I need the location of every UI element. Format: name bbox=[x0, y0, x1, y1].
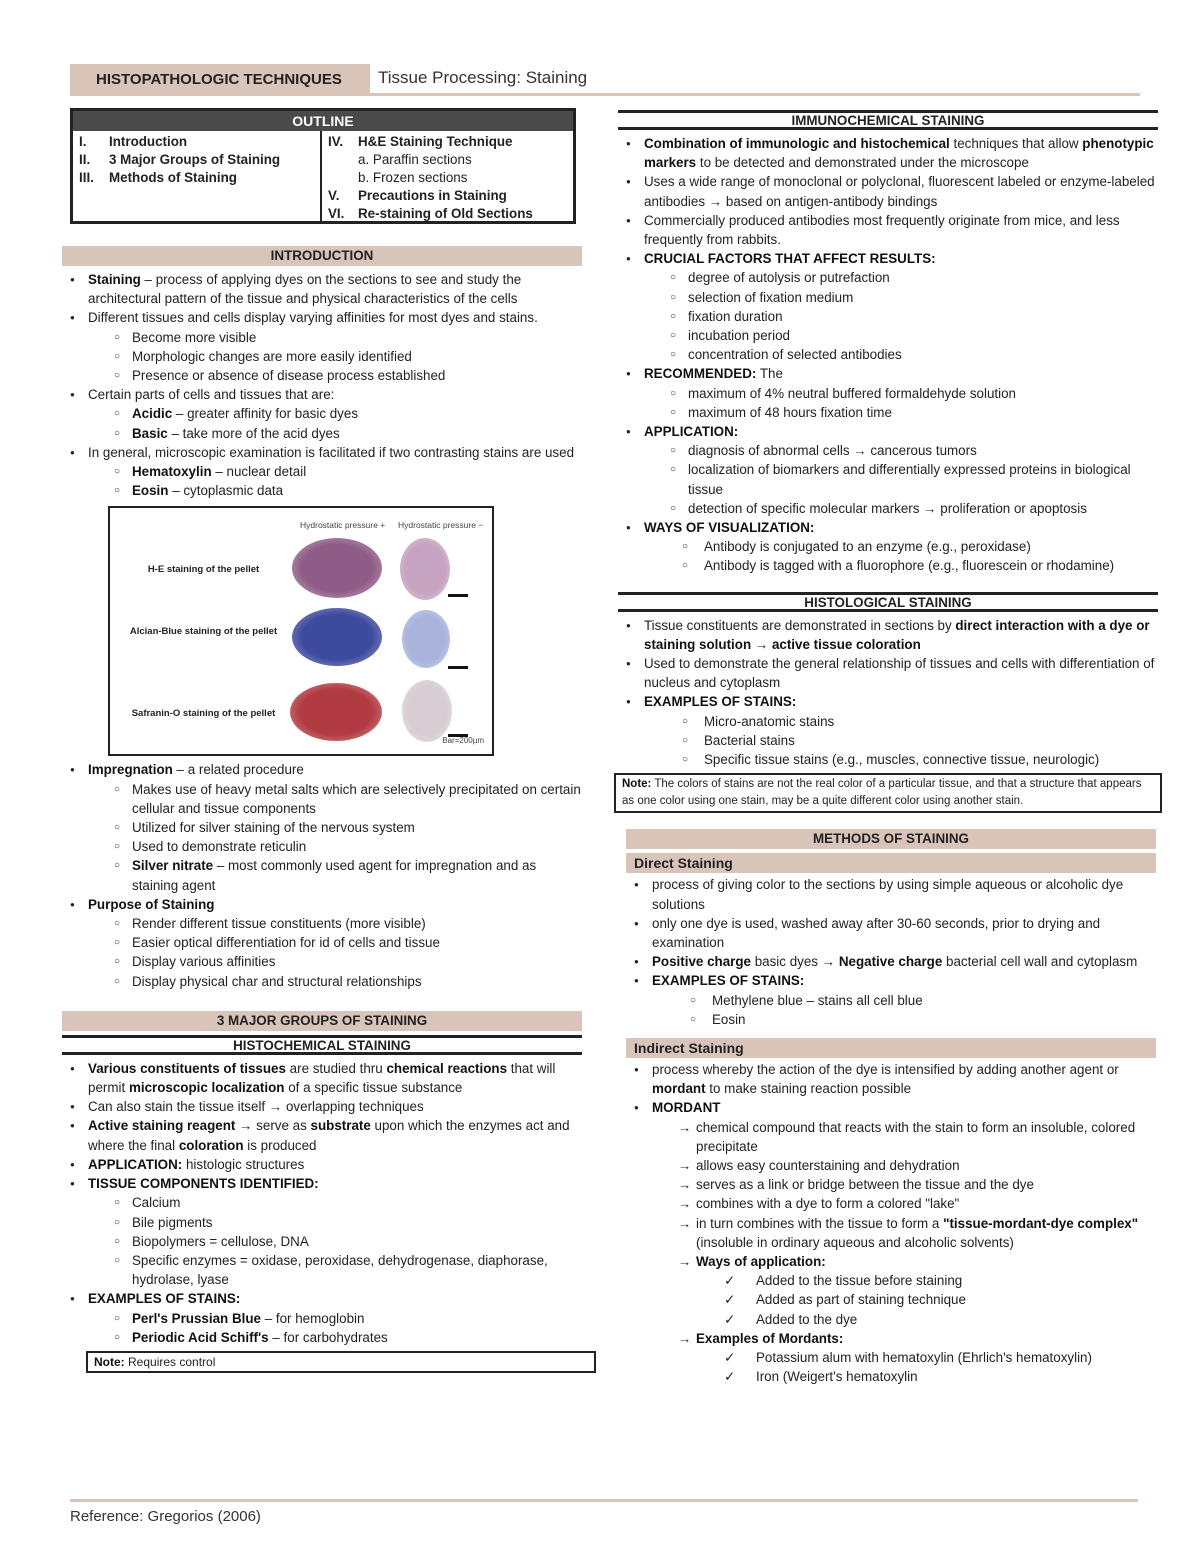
list-item: ● process of giving color to the sections by using simple aqueous or alcoholic dye solutions bbox=[626, 875, 1156, 913]
sub-item: ○ Render different tissue constituents (more visible) bbox=[88, 914, 582, 933]
list-item: ● Tissue constituents are demonstrated in sections by direct interaction with a dye or staining solution → active tissue coloration bbox=[618, 616, 1158, 654]
sub-item: ○ Presence or absence of disease process established bbox=[88, 366, 582, 385]
page-subtitle: Tissue Processing: Staining bbox=[378, 68, 588, 87]
list-item: ● Positive charge basic dyes → Negative charge bacterial cell wall and cytoplasm bbox=[626, 952, 1156, 971]
sub-item: → serves as a link or bridge between the tissue and the dye bbox=[652, 1175, 1156, 1194]
sub-item: ○ Morphologic changes are more easily identified bbox=[88, 347, 582, 366]
alcian-pellet-minus bbox=[402, 610, 450, 668]
sub-item: ○ Display various affinities bbox=[88, 952, 582, 971]
list-item: ● MORDANT → chemical compound that reacts with the stain to form an insoluble, colored precipitate → allows easy counterstaining and dehydration → serves as a link or bridge between the tissue and the dye → combines with a dye to form a colored "lake" → in turn combines with the tissue to form a "tissue-mordant-dye complex" (insoluble in ordinary aqueous and alcoholic solvents) → Ways of application: ✓ Added to the tissue before staining ✓ Added as part of staining technique ✓ Added to the dye → Examples of Mordants: ✓ Potassium alum with hematoxylin (Ehrlich's hematoxylin) ✓ Iron (Weigert's hematoxylin bbox=[626, 1098, 1156, 1386]
list-item: ● Purpose of Staining ○ Render different tissue constituents (more visible) ○ Easier optical differentiation for id of cells and tissue ○ Display various affinities ○ Display physical char and structural relationships bbox=[62, 895, 582, 991]
sub-item: ○ Utilized for silver staining of the nervous system bbox=[88, 818, 582, 837]
check-item: ✓ Iron (Weigert's hematoxylin bbox=[652, 1367, 1156, 1386]
figure-column-label: Hydrostatic pressure − bbox=[398, 520, 484, 531]
subsection-heading-histochemical: HISTOCHEMICAL STAINING bbox=[62, 1035, 582, 1055]
section-heading-methods: METHODS OF STAINING bbox=[626, 829, 1156, 849]
he-pellet-plus bbox=[292, 538, 382, 598]
alcian-pellet-plus bbox=[292, 608, 382, 666]
sub-item: → Ways of application: ✓ Added to the tissue before staining ✓ Added as part of staining technique ✓ Added to the dye bbox=[652, 1252, 1156, 1329]
outline-subitem: a. Paraffin sections bbox=[358, 152, 472, 167]
right-column bbox=[618, 108, 1158, 1386]
histochemical-list bbox=[62, 1059, 582, 1347]
list-item: ● In general, microscopic examination is facilitated if two contrasting stains are used ○ Hematoxylin – nuclear detail ○ Eosin – cytoplasmic data bbox=[62, 443, 582, 501]
figure-row-label: Safranin-O staining of the pellet bbox=[131, 708, 276, 720]
outline-item: III. Methods of Staining bbox=[79, 170, 237, 185]
sub-item: ○ Antibody is tagged with a fluorophore (e.g., fluorescein or rhodamine) bbox=[644, 556, 1158, 575]
reference-footer: Reference: Gregorios (2006) bbox=[70, 1508, 261, 1525]
list-item: ● Different tissues and cells display varying affinities for most dyes and stains. ○ Become more visible ○ Morphologic changes are more easily identified ○ Presence or absence of disease process established bbox=[62, 308, 582, 385]
sub-item: → combines with a dye to form a colored "lake" bbox=[652, 1194, 1156, 1213]
outline-subitem: b. Frozen sections bbox=[358, 170, 468, 185]
page-title: HISTOPATHOLOGIC TECHNIQUES bbox=[96, 71, 342, 88]
list-item: ● APPLICATION: histologic structures bbox=[62, 1155, 582, 1174]
outline-item: V. Precautions in Staining bbox=[328, 188, 507, 203]
sub-item: ○ Bacterial stains bbox=[644, 731, 1158, 750]
outline-box bbox=[70, 108, 576, 224]
sub-item: ○ Easier optical differentiation for id of cells and tissue bbox=[88, 933, 582, 952]
outline-divider bbox=[320, 131, 322, 222]
outline-item: IV. H&E Staining Technique bbox=[328, 134, 513, 149]
section-heading-groups: 3 MAJOR GROUPS OF STAINING bbox=[62, 1011, 582, 1031]
outline-right bbox=[328, 133, 533, 223]
outline-heading: OUTLINE bbox=[73, 111, 573, 131]
indirect-staining-list bbox=[626, 1060, 1156, 1386]
left-column bbox=[62, 244, 582, 1373]
staining-figure bbox=[108, 506, 494, 756]
sub-item: ○ Antibody is conjugated to an enzyme (e.g., peroxidase) bbox=[644, 537, 1158, 556]
outline-item: I. Introduction bbox=[79, 134, 188, 149]
sub-item: ○ degree of autolysis or putrefaction bbox=[644, 268, 1158, 287]
subsection-heading-histological: HISTOLOGICAL STAINING bbox=[618, 592, 1158, 612]
list-item: ● Combination of immunologic and histochemical techniques that allow phenotypic markers to be detected and demonstrated under the microscope bbox=[618, 134, 1158, 172]
list-item: ● APPLICATION: ○ diagnosis of abnormal cells → cancerous tumors ○ localization of biomarkers and differentially expressed proteins in biological tissue ○ detection of specific molecular markers → proliferation or apoptosis bbox=[618, 422, 1158, 518]
list-item: ● CRUCIAL FACTORS THAT AFFECT RESULTS: ○ degree of autolysis or putrefaction ○ selection of fixation medium ○ fixation duration ○ incubation period ○ concentration of selected antibodies bbox=[618, 249, 1158, 364]
sub-item: ○ detection of specific molecular markers → proliferation or apoptosis bbox=[644, 499, 1158, 518]
histological-list bbox=[618, 616, 1158, 770]
list-item: ● EXAMPLES OF STAINS: ○ Micro-anatomic stains ○ Bacterial stains ○ Specific tissue stains (e.g., muscles, connective tissue, neurologic) bbox=[618, 692, 1158, 769]
list-item: ● process whereby the action of the dye is intensified by adding another agent or mordant to make staining reaction possible bbox=[626, 1060, 1156, 1098]
sub-item: ○ concentration of selected antibodies bbox=[644, 345, 1158, 364]
sub-item: → in turn combines with the tissue to form a "tissue-mordant-dye complex" (insoluble in ordinary aqueous and alcoholic solvents) bbox=[652, 1214, 1156, 1252]
sub-item: ○ Used to demonstrate reticulin bbox=[88, 837, 582, 856]
list-item: ● EXAMPLES OF STAINS: ○ Methylene blue – stains all cell blue ○ Eosin bbox=[626, 971, 1156, 1029]
sub-item: ○ incubation period bbox=[644, 326, 1158, 345]
sub-item: ○ Eosin bbox=[652, 1010, 1156, 1029]
sub-item: ○ Bile pigments bbox=[88, 1213, 582, 1232]
sub-item: ○ Makes use of heavy metal salts which are selectively precipitated on certain cellular and tissue components bbox=[88, 780, 582, 818]
note-box: Note: The colors of stains are not the real color of a particular tissue, and that a structure that appears as one color using one stain, may be a quite different color using another stain. bbox=[614, 773, 1162, 813]
sub-item: ○ localization of biomarkers and differentially expressed proteins in biological tissue bbox=[644, 460, 1158, 498]
sub-item: ○ Become more visible bbox=[88, 328, 582, 347]
list-item: ● WAYS OF VISUALIZATION: ○ Antibody is conjugated to an enzyme (e.g., peroxidase) ○ Antibody is tagged with a fluorophore (e.g., fluorescein or rhodamine) bbox=[618, 518, 1158, 576]
note-box: Note: Requires control bbox=[86, 1351, 596, 1373]
footer-rule bbox=[70, 1499, 1138, 1502]
header-rule bbox=[370, 93, 1140, 96]
sub-item: ○ maximum of 48 hours fixation time bbox=[644, 403, 1158, 422]
intro-list bbox=[62, 270, 582, 500]
sub-item: ○ fixation duration bbox=[644, 307, 1158, 326]
sub-item: ○ Basic – take more of the acid dyes bbox=[88, 424, 582, 443]
figure-scale-note: Bar=200µm bbox=[442, 736, 484, 746]
sub-item: ○ Specific enzymes = oxidase, peroxidase, dehydrogenase, diaphorase, hydrolase, lyase bbox=[88, 1251, 582, 1289]
sub-item: ○ Specific tissue stains (e.g., muscles, connective tissue, neurologic) bbox=[644, 750, 1158, 769]
check-item: ✓ Potassium alum with hematoxylin (Ehrlich's hematoxylin) bbox=[652, 1348, 1156, 1367]
list-item: ● RECOMMENDED: The ○ maximum of 4% neutral buffered formaldehyde solution ○ maximum of 48 hours fixation time bbox=[618, 364, 1158, 422]
sub-item: ○ Calcium bbox=[88, 1193, 582, 1212]
check-item: ✓ Added to the dye bbox=[652, 1310, 1156, 1329]
subsection-heading-immunochemical: IMMUNOCHEMICAL STAINING bbox=[618, 110, 1158, 130]
check-item: ✓ Added as part of staining technique bbox=[652, 1290, 1156, 1309]
sub-item: ○ Micro-anatomic stains bbox=[644, 712, 1158, 731]
sub-item: ○ Methylene blue – stains all cell blue bbox=[652, 991, 1156, 1010]
figure-row-label: H-E staining of the pellet bbox=[147, 564, 260, 576]
immunochemical-list bbox=[618, 134, 1158, 576]
direct-staining-list bbox=[626, 875, 1156, 1029]
list-item: ● EXAMPLES OF STAINS: ○ Perl's Prussian Blue – for hemoglobin ○ Periodic Acid Schiff's – for carbohydrates bbox=[62, 1289, 582, 1347]
list-item: ● Commercially produced antibodies most frequently originate from mice, and less frequently from rabbits. bbox=[618, 211, 1158, 249]
list-item: ● only one dye is used, washed away after 30-60 seconds, prior to drying and examination bbox=[626, 914, 1156, 952]
he-pellet-minus bbox=[400, 538, 450, 600]
sub-item: ○ Display physical char and structural relationships bbox=[88, 972, 582, 991]
section-heading-introduction: INTRODUCTION bbox=[62, 246, 582, 266]
list-item: ● TISSUE COMPONENTS IDENTIFIED: ○ Calcium ○ Bile pigments ○ Biopolymers = cellulose, DNA ○ Specific enzymes = oxidase, peroxidase, dehydrogenase, diaphorase, hydrolase, lyase bbox=[62, 1174, 582, 1289]
outline-item: II. 3 Major Groups of Staining bbox=[79, 152, 281, 167]
sub-item: → allows easy counterstaining and dehydration bbox=[652, 1156, 1156, 1175]
sub-item: ○ Biopolymers = cellulose, DNA bbox=[88, 1232, 582, 1251]
sub-item: → Examples of Mordants: ✓ Potassium alum with hematoxylin (Ehrlich's hematoxylin) ✓ Iron (Weigert's hematoxylin bbox=[652, 1329, 1156, 1387]
list-item: ● Active staining reagent → serve as substrate upon which the enzymes act and where the final coloration is produced bbox=[62, 1116, 582, 1154]
sub-item: ○ Periodic Acid Schiff's – for carbohydrates bbox=[88, 1328, 582, 1347]
methods-section bbox=[626, 829, 1156, 1386]
outline-item: VI. Re-staining of Old Sections bbox=[328, 206, 533, 221]
sub-item: → chemical compound that reacts with the stain to form an insoluble, colored precipitate bbox=[652, 1118, 1156, 1156]
figure-column-label: Hydrostatic pressure + bbox=[300, 520, 386, 531]
list-item: ● Can also stain the tissue itself → overlapping techniques bbox=[62, 1097, 582, 1116]
figure-row-label: Alcian-Blue staining of the pellet bbox=[129, 626, 278, 638]
list-item: ● Certain parts of cells and tissues that are: ○ Acidic – greater affinity for basic dyes ○ Basic – take more of the acid dyes bbox=[62, 385, 582, 443]
list-item: ● Impregnation – a related procedure ○ Makes use of heavy metal salts which are selectively precipitated on certain cellular and tissue components ○ Utilized for silver staining of the nervous system ○ Used to demonstrate reticulin ○ Silver nitrate – most commonly used agent for impregnation and as staining agent bbox=[62, 760, 582, 894]
sub-item: ○ Perl's Prussian Blue – for hemoglobin bbox=[88, 1309, 582, 1328]
sub-item: ○ Acidic – greater affinity for basic dyes bbox=[88, 404, 582, 423]
scale-bar bbox=[448, 666, 468, 669]
sub-item: ○ Silver nitrate – most commonly used agent for impregnation and as staining agent bbox=[88, 856, 582, 894]
sub-item: ○ selection of fixation medium bbox=[644, 288, 1158, 307]
list-item: ● Uses a wide range of monoclonal or polyclonal, fluorescent labeled or enzyme-labeled antibodies → based on antigen-antibody bindings bbox=[618, 172, 1158, 210]
sub-item: ○ Hematoxylin – nuclear detail bbox=[88, 462, 582, 481]
subheading-direct-staining: Direct Staining bbox=[626, 853, 1156, 873]
safranin-pellet-plus bbox=[290, 683, 382, 741]
list-item: ● Various constituents of tissues are studied thru chemical reactions that will permit microscopic localization of a specific tissue substance bbox=[62, 1059, 582, 1097]
scale-bar bbox=[448, 594, 468, 597]
impregnation-list bbox=[62, 760, 582, 990]
sub-item: ○ maximum of 4% neutral buffered formaldehyde solution bbox=[644, 384, 1158, 403]
check-item: ✓ Added to the tissue before staining bbox=[652, 1271, 1156, 1290]
subheading-indirect-staining: Indirect Staining bbox=[626, 1038, 1156, 1058]
list-item: ● Staining – process of applying dyes on the sections to see and study the architectural pattern of the tissue and physical characteristics of the cells bbox=[62, 270, 582, 308]
list-item: ● Used to demonstrate the general relationship of tissues and cells with differentiation of nucleus and cytoplasm bbox=[618, 654, 1158, 692]
sub-item: ○ diagnosis of abnormal cells → cancerous tumors bbox=[644, 441, 1158, 460]
sub-item: ○ Eosin – cytoplasmic data bbox=[88, 481, 582, 500]
outline-left bbox=[79, 133, 280, 187]
